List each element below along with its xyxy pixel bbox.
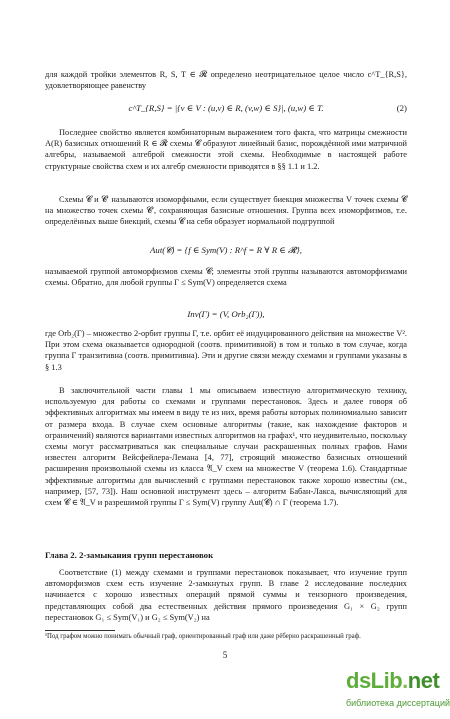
paragraph-intro <box>45 69 407 91</box>
equation-2 <box>45 103 407 114</box>
footnote <box>45 633 407 642</box>
paragraph-intro-text: для каждой тройки элементов R, S, T ∈ 𝓡 определено неотрицательное целое число c^T_{R,S}, удовлетворяющее равенству <box>45 70 407 91</box>
paragraph-adjacency-text: Последнее свойство является комбинаторным выражением того факта, что матрицы смежности A(R) базисных отношений R ∈ 𝓡 схемы 𝓒 образуют линейный базис, порождённой ими матричной алгебры, называемой алгеброй смежности этой схемы. Необходимые в настоящей работе структурные свойства схем и их алгебр смежности приводятся в §§ 1.1 и 1.2. <box>45 128 407 171</box>
paragraph-isomorphism-text: Схемы 𝓒 и 𝓒′ называются изоморфными, если существует биекция множества V точек схемы 𝓒 на множество точек схемы 𝓒′, сохраняющая базисные отношения. Группа всех изоморфизмов, т.е. определённых выше биекций, схемы 𝓒 на себя образует нормальной подгруппой <box>45 195 407 227</box>
paragraph-algorithms <box>45 385 407 508</box>
equation-aut <box>45 245 407 256</box>
paragraph-group <box>45 266 407 288</box>
equation-2-body: c^T_{R,S} = |{v ∈ V : (u,v) ∈ R, (v,w) ∈ S}|, (u,w) ∈ T. <box>128 103 324 113</box>
equation-inv-body: Inv(Γ) = (V, Orb₂(Γ)), <box>187 309 265 319</box>
footnote-divider <box>45 630 115 631</box>
paragraph-chapter2-text: Соответствие (1) между схемами и группами перестановок показывает, что изучение групп автоморфизмов схем есть изучение 2-замкнутых групп. В главе 2 исследование последних начинается с хорошо известных операций прямой суммы и тензорного произведения, представляющих собой два естественных действия прямого произведения G₁ × G₂ групп перестановок G₁ ≤ Sym(V₁) и G₂ ≤ Sym(V₂) на <box>45 568 407 622</box>
paragraph-orbits-text: где Orb₂(Γ) – множество 2-орбит группы Γ, т.е. орбит её индуцированного действия на множестве V². При этом схема оказывается однородной (соотв. примитивной) в том и только в том случае, когда группа Γ транзитивна (соотв. примитивна). Эти и другие связи между схемами и группами указаны в § 1.3 <box>45 329 407 372</box>
watermark-logo <box>346 668 450 716</box>
paragraph-algorithms-text: В заключительной части главы 1 мы описываем известную алгоритмическую технику, используемую для работы со схемами и группами перестановок. Здесь и далее говоря об эффективных алгоритмах мы имеем в виду те из них, время работы которых полиномиально зависит от размера входа. В случае схем основные алгоритмы (такие, как нахождение факторов и ограничений) являются вариантами известных алгоритмов на графах¹, что неудивительно, поскольку схемы могут рассматриваться как специальные случаи раскрашенных полных графов. Нами известен алгоритм Вейсфейлера-Лемана [4, 77], строящий множество базисных отношений расширения произвольной схемы из класса 𝔄_V схем на множестве V (теорема 1.6). Стандартные эффективные алгоритмы для вычислений с группами перестановок также хорошо известны (см., например, [57, 73]). Наш основной инструмент здесь – алгоритм Бабан-Лакса, вычисляющий для схем 𝓒 ∈ 𝔄_V и разрешимой группы Γ ≤ Sym(V) группу Aut(𝓒) ∩ Γ (теорема 1.7). <box>45 386 407 508</box>
chapter-title: Глава 2. 2-замыкания групп перестановок <box>45 550 214 560</box>
equation-inv <box>45 309 407 320</box>
equation-2-number: (2) <box>396 103 407 113</box>
watermark-main: dsLib <box>346 668 403 693</box>
footnote-text: ¹Под графом можно понимать обычный граф, ориентированный граф или даже рёберно раскрашенный граф. <box>45 633 361 640</box>
paragraph-group-text: называемой группой автоморфизмов схемы 𝓒; элементы этой группы называются автоморфизмами схемы. Обратно, для любой группы Γ ≤ Sym(V) определяется схема <box>45 267 407 288</box>
paragraph-isomorphism <box>45 194 407 228</box>
paragraph-chapter2 <box>45 567 407 623</box>
watermark-wordmark <box>346 668 439 694</box>
watermark-subtitle: библиотека диссертаций <box>346 698 450 708</box>
page-number: 5 <box>222 650 228 660</box>
watermark-tld: net <box>407 668 440 693</box>
equation-aut-body: Aut(𝓒) = {f ∈ Sym(V) : R^f = R ∀ R ∈ 𝓡}, <box>150 245 302 255</box>
chapter-heading <box>45 550 407 561</box>
watermark-dot: . <box>402 668 408 693</box>
paragraph-adjacency <box>45 127 407 172</box>
paragraph-orbits <box>45 328 407 373</box>
